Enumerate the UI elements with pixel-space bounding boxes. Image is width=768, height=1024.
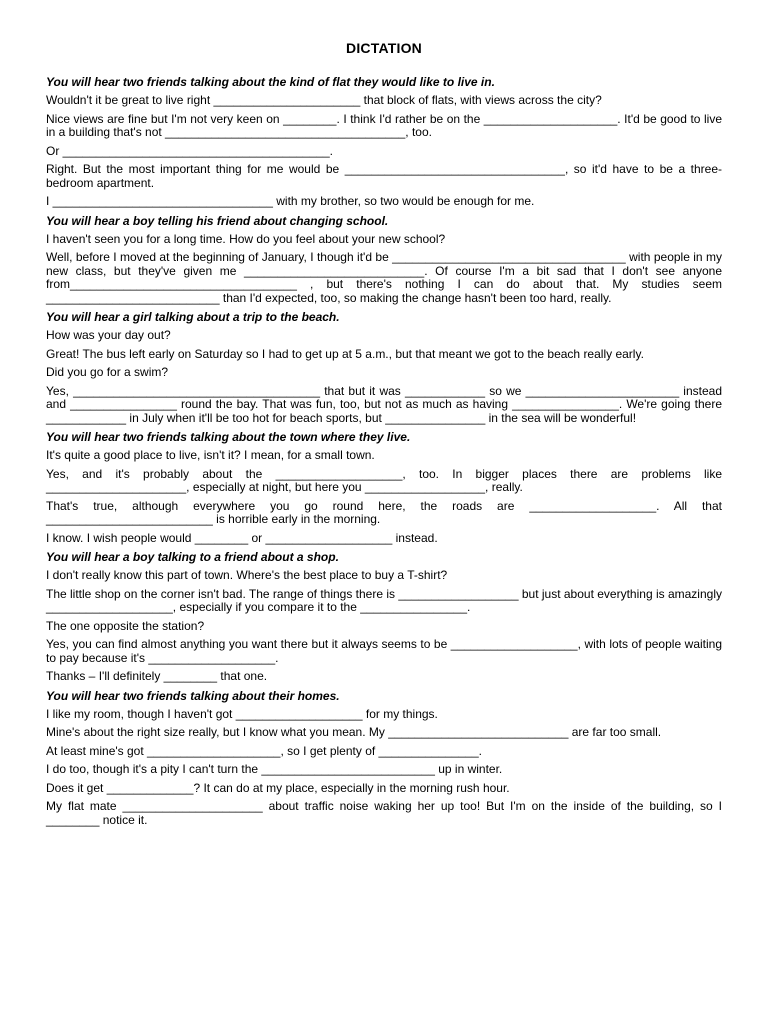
section-heading: You will hear a girl talking about a trip to the beach.	[46, 310, 340, 324]
dialogue-line: The one opposite the station?	[46, 618, 205, 633]
dialogue-line: Or ________________________________________.	[46, 143, 333, 158]
section-heading: You will hear two friends talking about the kind of flat they would like to live in.	[46, 75, 495, 89]
dialogue-line: My flat mate _____________________ about traffic noise waking her up too! But I'm on the inside of the building, so I ________ notice it.	[46, 799, 722, 827]
dialogue-line: Nice views are fine but I'm not very keen on ________. I think I'd rather be on the ____________________. It'd be good to live in a building that's not ____________________________________, too.	[46, 111, 722, 139]
dialogue-line: I know. I wish people would ________ or ___________________ instead.	[46, 530, 438, 545]
dialogue-line: I do too, though it's a pity I can't turn the __________________________ up in winter.	[46, 762, 503, 776]
section-flat	[46, 75, 722, 209]
dialogue-line: Yes, and it's probably about the ___________________, too. In bigger places there are problems like _____________________, especially at night, but here you __________________, really.	[46, 466, 722, 494]
dialogue-line: That's true, although everywhere you go round here, the roads are ___________________. All that _________________________ is horrible early in the morning.	[46, 498, 722, 526]
dialogue-line: Does it get _____________? It can do at my place, especially in the morning rush hour.	[46, 780, 510, 795]
dialogue-line: At least mine's got ____________________, so I get plenty of _______________.	[46, 743, 482, 758]
dialogue-line: How was your day out?	[46, 328, 171, 342]
dialogue-line: The little shop on the corner isn't bad. The range of things there is __________________ but just about everything is amazingly ___________________, especially if you compare it to the ________________.	[46, 586, 722, 614]
dialogue-line: Right. But the most important thing for me would be _________________________________, so it'd have to be a three-bedroom apartment.	[46, 162, 722, 190]
worksheet-page	[46, 40, 722, 832]
page-title: DICTATION	[346, 40, 422, 56]
dialogue-line: Thanks – I'll definitely ________ that one.	[46, 669, 268, 683]
dialogue-line: Great! The bus left early on Saturday so I had to get up at 5 a.m., but that meant we got to the beach really early.	[46, 346, 644, 361]
section-shop	[46, 550, 722, 684]
section-heading: You will hear two friends talking about the town where they live.	[46, 430, 411, 444]
dialogue-line: Yes, you can find almost anything you want there but it always seems to be ___________________, with lots of people waiting to pay because it's ___________________.	[46, 637, 722, 665]
section-heading: You will hear a boy telling his friend about changing school.	[46, 213, 389, 228]
dialogue-line: Yes, _____________________________________ that but it was ____________ so we _______________________ instead and ________________ round the bay. That was fun, too, but not as much as having ________________. We're going there ____________ in July when it'll be too hot for beach sports, but _______________ in the sea will be wonderful!	[46, 383, 722, 425]
section-heading: You will hear two friends talking about their homes.	[46, 688, 340, 703]
dialogue-line: Did you go for a swim?	[46, 365, 169, 379]
section-town	[46, 430, 722, 545]
dialogue-line: Mine's about the right size really, but I know what you mean. My ___________________________ are far too small.	[46, 725, 662, 739]
dialogue-line: I don't really know this part of town. Where's the best place to buy a T-shirt?	[46, 568, 448, 582]
dialogue-line: I like my room, though I haven't got ___________________ for my things.	[46, 706, 438, 721]
dialogue-line: Wouldn't it be great to live right ______________________ that block of flats, with views across the city?	[46, 93, 602, 107]
dialogue-line: Well, before I moved at the beginning of January, I though it'd be ___________________________________ with people in my new class, but they've given me ___________________________. Of course I'm a bit sad that I don't see anyone from__________________________________ , but there's nothing I can do about that. My studies seem __________________________ than I'd expected, too, so making the change hasn't been too hard, really.	[46, 250, 722, 305]
section-heading: You will hear a boy talking to a friend about a shop.	[46, 550, 339, 564]
dialogue-line: I haven't seen you for a long time. How do you feel about your new school?	[46, 231, 446, 246]
dialogue-line: It's quite a good place to live, isn't it? I mean, for a small town.	[46, 448, 375, 462]
dialogue-line: I _________________________________ with my brother, so two would be enough for me.	[46, 194, 535, 208]
section-beach	[46, 310, 722, 425]
section-homes	[46, 689, 722, 828]
section-school	[46, 214, 722, 306]
